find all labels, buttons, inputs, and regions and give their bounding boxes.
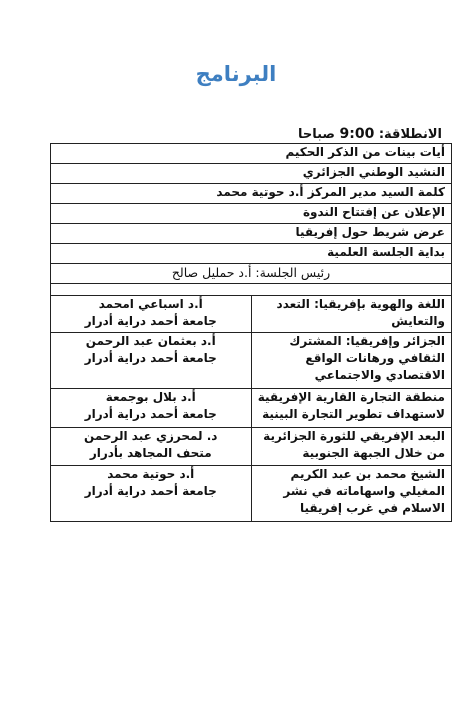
speaker-name: أ.د بلال بوجمعة (105, 390, 196, 404)
opening-item: أيات بينات من الذكر الحكيم (51, 144, 452, 164)
program-table (50, 143, 452, 522)
table-row (51, 389, 452, 428)
table-row (51, 333, 452, 389)
start-suffix: صباحا (297, 127, 335, 142)
page-title: البرنامج (195, 62, 277, 86)
table-spacer (51, 284, 452, 296)
opening-item: كلمة السيد مدير المركز أ.د حوتية محمد (51, 184, 452, 204)
session-topic: اللغة والهوية بإفريقيا: التعدد والتعايش (251, 296, 452, 333)
table-row (51, 428, 452, 466)
session-topic: الجزائر وإفريقيا: المشترك الثقافي ورهانات الواقع الاقتصادي والاجتماعي (251, 333, 452, 389)
speaker-affiliation: متحف المجاهد بأدرار (89, 446, 212, 460)
opening-item: عرض شريط حول إفريقيا (51, 224, 452, 244)
session-chair: رئيس الجلسة: أ.د حمليل صالح (51, 264, 452, 284)
speaker-name: د. لمحرزي عبد الرحمن (84, 429, 218, 443)
start-time-line (0, 126, 442, 142)
session-speaker-cell (51, 466, 252, 522)
speaker-affiliation: جامعة أحمد دراية أدرار (84, 351, 217, 365)
speaker-name: أ.د اسباعي امحمد (98, 297, 203, 311)
session-topic: منطقة التجارة القارية الإفريقية لاستهداف تطوير التجارة البينية (251, 389, 452, 428)
start-label: الانطلاقة: (378, 127, 442, 142)
opening-item: الإعلان عن إفتتاح الندوة (51, 204, 452, 224)
speaker-name: أ.د بعثمان عبد الرحمن (85, 334, 216, 348)
table-row (51, 296, 452, 333)
opening-item: النشيد الوطني الجزائري (51, 164, 452, 184)
start-time: 9:00 (339, 126, 375, 142)
session-speaker-cell (51, 428, 252, 466)
table-row (51, 466, 452, 522)
session-speaker-cell (51, 296, 252, 333)
speaker-affiliation: جامعة أحمد دراية أدرار (84, 484, 217, 498)
session-speaker-cell (51, 389, 252, 428)
opening-item: بداية الجلسة العلمية (51, 244, 452, 264)
speaker-affiliation: جامعة أحمد دراية أدرار (84, 407, 217, 421)
session-speaker-cell (51, 333, 252, 389)
session-topic: البعد الإفريقي للثورة الجزائرية من خلال الجبهة الجنوبية (251, 428, 452, 466)
speaker-affiliation: جامعة أحمد دراية أدرار (84, 314, 217, 328)
speaker-name: أ.د حوتية محمد (107, 467, 195, 481)
session-topic: الشيخ محمد بن عبد الكريم المغيلي واسهاماته في نشر الاسلام في غرب إفريقيا (251, 466, 452, 522)
